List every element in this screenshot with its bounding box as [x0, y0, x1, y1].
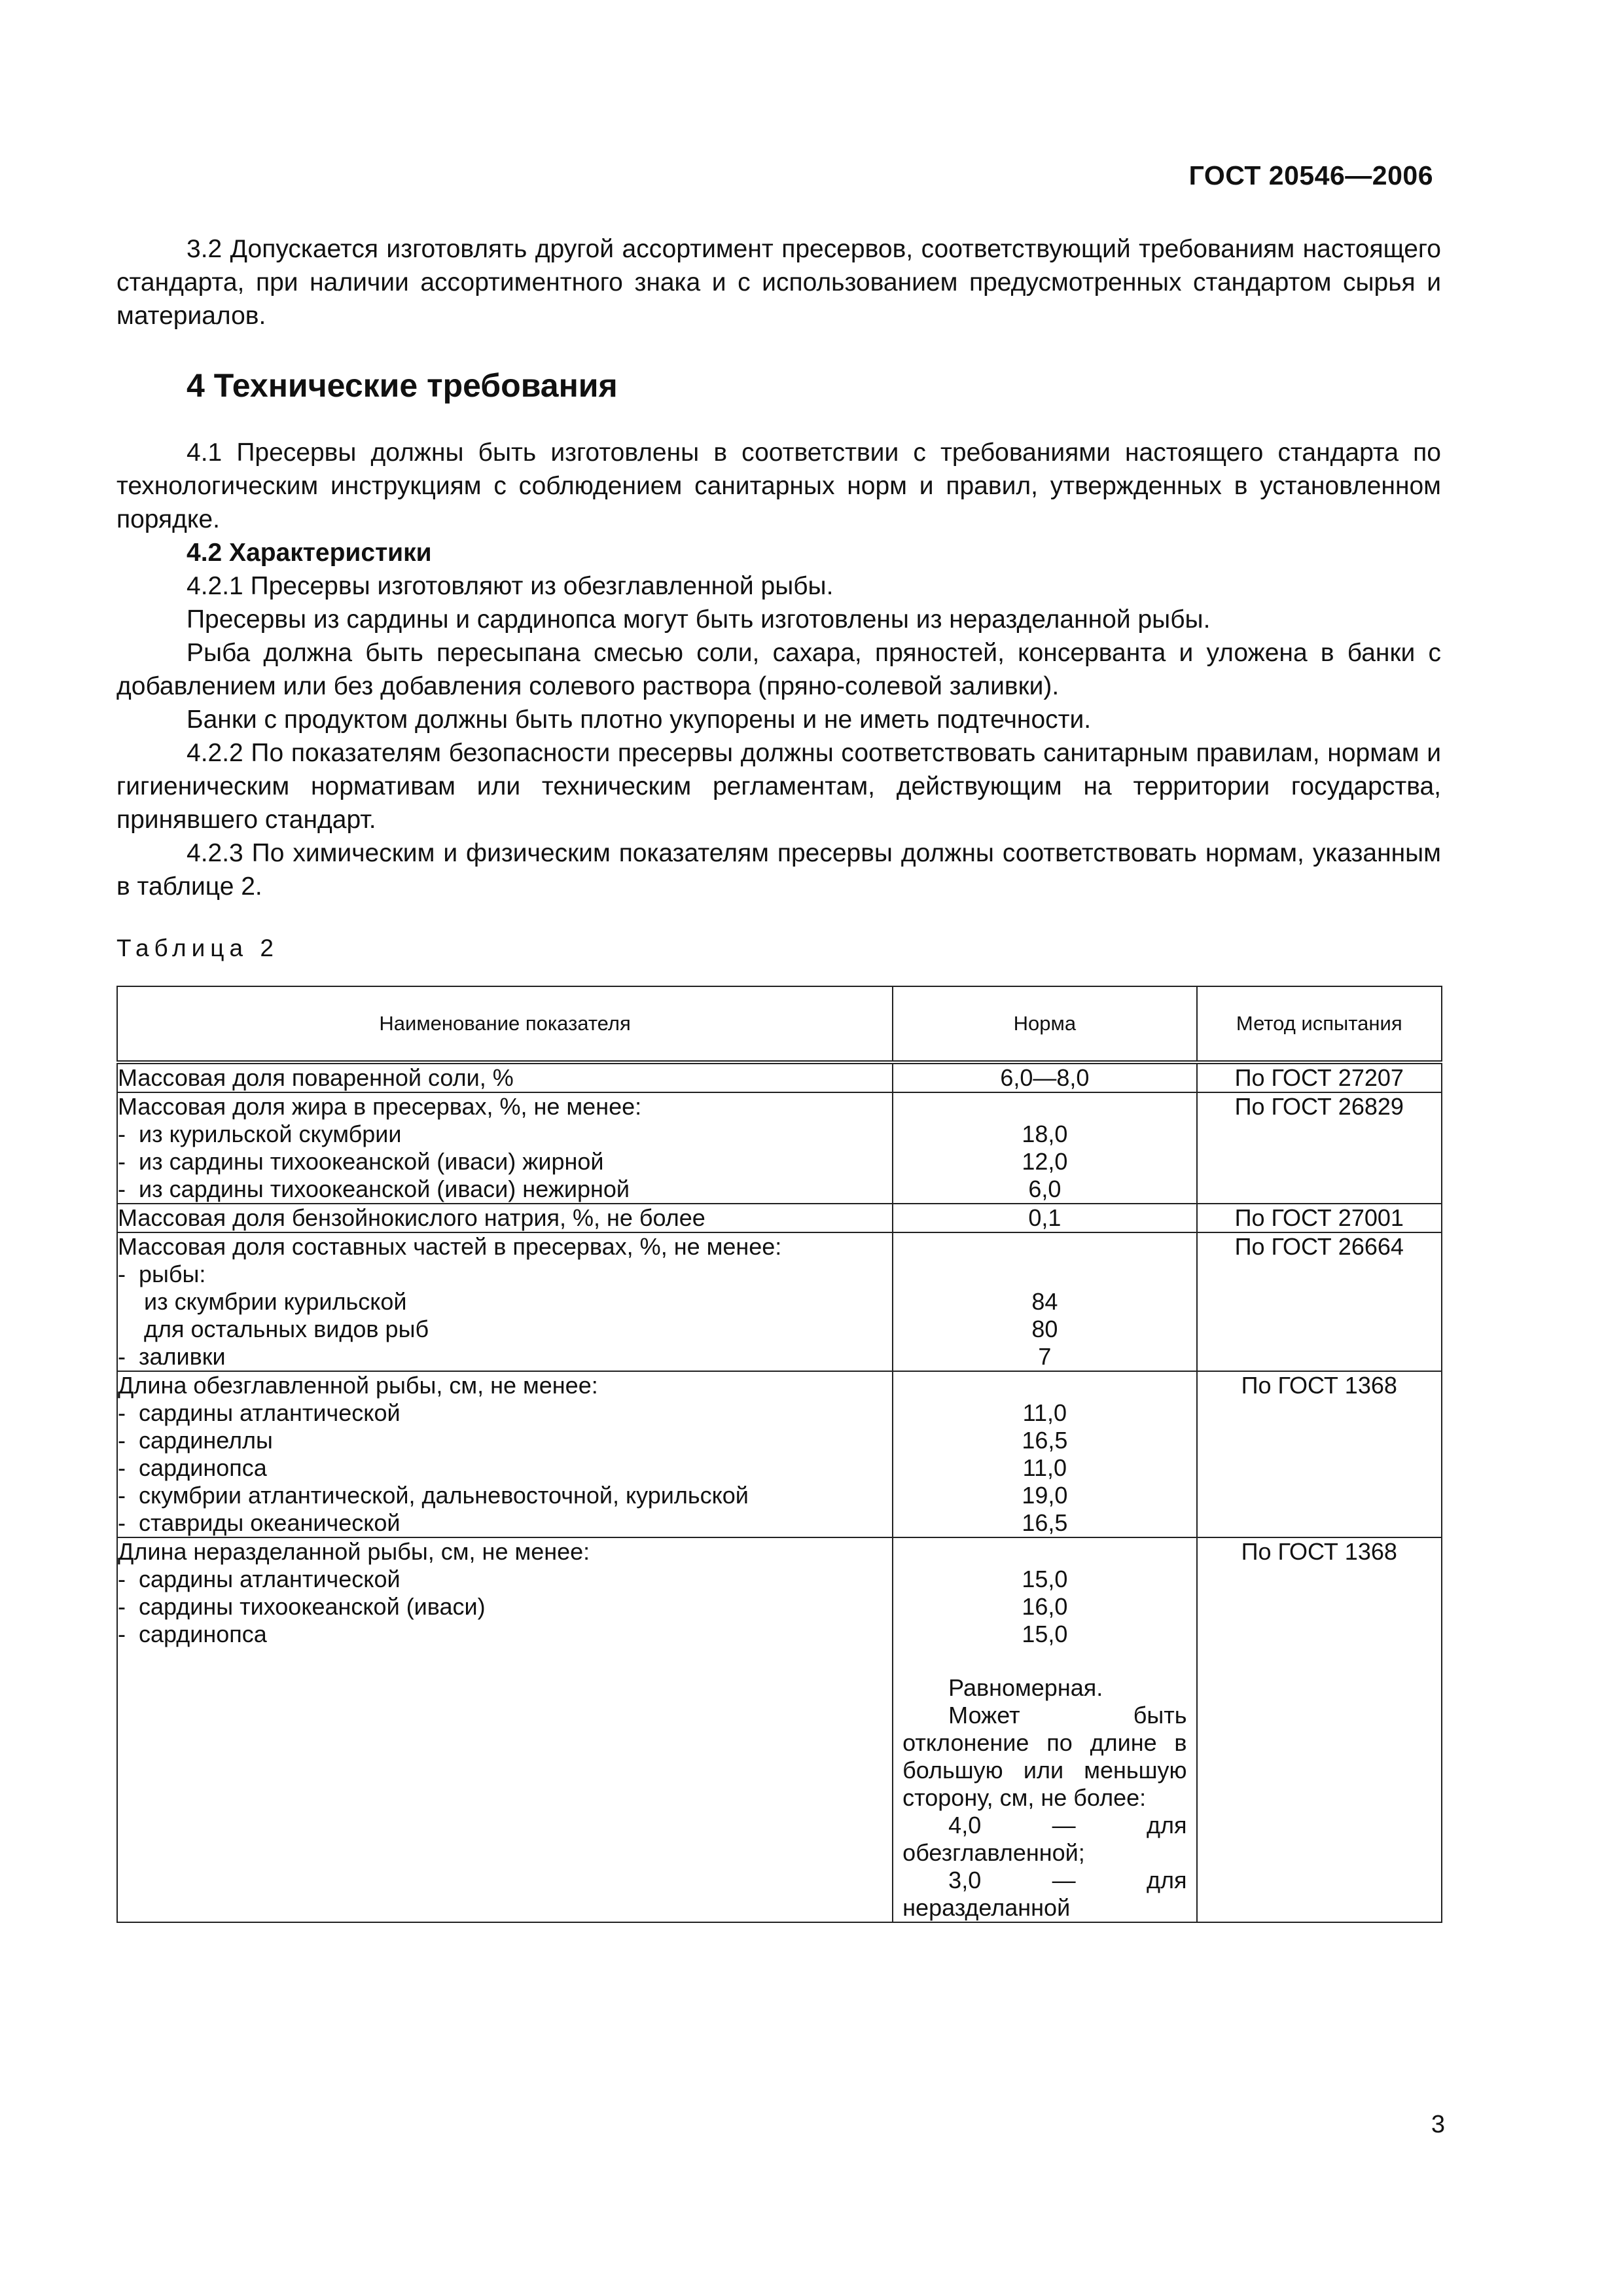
row-value: 7: [1038, 1343, 1052, 1370]
table-row: [117, 1537, 1442, 1922]
paragraph-4-2-1: 4.2.1 Пресервы изготовляют из обезглавленной рыбы.: [187, 572, 834, 600]
row-item: - сардинопса: [118, 1454, 892, 1482]
header-name: Наименование показателя: [117, 986, 893, 1062]
row-subitem: для остальных видов рыб: [144, 1316, 429, 1342]
note-line: 3,0 — для неразделанной: [902, 1867, 1187, 1921]
paragraph-block-3-2: [116, 232, 1441, 332]
row-method: По ГОСТ 27207: [1234, 1064, 1404, 1091]
row-title: Длина неразделанной рыбы, см, не менее:: [118, 1538, 590, 1565]
row-value: 84: [1031, 1288, 1058, 1315]
paragraph-4-2-1-c: Рыба должна быть пересыпана смесью соли, сахара, пряностей, консерванта и уложена в банки с добавлением или без добавления солевого раствора (пряно-солевой заливки).: [116, 639, 1441, 700]
row-method: По ГОСТ 27001: [1234, 1204, 1404, 1231]
paragraph-4-2-2: 4.2.2 По показателям безопасности пресервы должны соответствовать санитарным правилам, нормам и гигиеническим нормативам или техническим регламентам, действующим на территории государства, принявшего стандарт.: [116, 739, 1441, 834]
row-title: Длина обезглавленной рыбы, см, не менее:: [118, 1372, 598, 1399]
row-value: 12,0: [1022, 1148, 1068, 1175]
table-row: [117, 1062, 1442, 1092]
paragraph-block-4: [116, 436, 1441, 903]
note-line: 4,0 — для обезглавленной;: [902, 1812, 1187, 1866]
table-row: [117, 1232, 1442, 1371]
row-norm: 6,0—8,0: [1000, 1064, 1090, 1091]
row-norm: 0,1: [1028, 1204, 1061, 1231]
row-item: - из сардины тихоокеанской (иваси) жирной: [118, 1148, 892, 1175]
row-value: 16,5: [1022, 1509, 1068, 1536]
row-value: 15,0: [1022, 1566, 1068, 1592]
row-method: По ГОСТ 26829: [1234, 1093, 1404, 1120]
document-standard-number: ГОСТ 20546—2006: [1188, 160, 1433, 190]
row-item: - сардинопса: [118, 1621, 892, 1648]
row-item: - заливки: [118, 1343, 892, 1371]
row-group: - рыбы:: [118, 1261, 892, 1288]
row-value: 80: [1031, 1316, 1058, 1342]
length-deviation-note: [893, 1648, 1196, 1922]
table-header-row: [117, 986, 1442, 1062]
row-item: - сардинеллы: [118, 1427, 892, 1454]
row-item: - сардины атлантической: [118, 1399, 892, 1427]
row-title: Массовая доля составных частей в пресервах, %, не менее:: [118, 1233, 782, 1260]
table-row: [117, 1204, 1442, 1232]
row-subitem: из скумбрии курильской: [144, 1288, 407, 1315]
row-value: 15,0: [1022, 1621, 1068, 1647]
row-value: 11,0: [1022, 1454, 1067, 1481]
paragraph-4-2-3: 4.2.3 По химическим и физическим показателям пресервы должны соответствовать нормам, указанным в таблице 2.: [116, 839, 1441, 901]
note-line: Может быть отклонение по длине в большую или меньшую сторону, см, не более:: [902, 1702, 1187, 1811]
row-value: 16,5: [1022, 1427, 1068, 1454]
paragraph-4-2-1-b: Пресервы из сардины и сардинопса могут быть изготовлены из неразделанной рыбы.: [187, 605, 1211, 634]
row-method: По ГОСТ 1368: [1241, 1538, 1397, 1565]
header-norm: Норма: [893, 986, 1196, 1062]
row-value: 18,0: [1022, 1121, 1068, 1147]
row-item: - скумбрии атлантической, дальневосточной, курильской: [118, 1482, 892, 1509]
row-item: - ставриды океанической: [118, 1509, 892, 1537]
paragraph-3-2: 3.2 Допускается изготовлять другой ассортимент пресервов, соответствующий требованиям настоящего стандарта, при наличии ассортиментного знака и с использованием предусмотренных стандартом сырья и материалов.: [116, 235, 1441, 330]
row-title: Массовая доля жира в пресервах, %, не менее:: [118, 1093, 642, 1120]
page-number: 3: [1431, 2111, 1445, 2138]
note-line: Равномерная.: [948, 1674, 1103, 1701]
row-method: По ГОСТ 1368: [1241, 1372, 1397, 1399]
row-item: - сардины тихоокеанской (иваси): [118, 1593, 892, 1621]
row-value: 16,0: [1022, 1593, 1068, 1620]
row-item: - сардины атлантической: [118, 1566, 892, 1593]
row-value: 11,0: [1022, 1399, 1067, 1426]
paragraph-4-1: 4.1 Пресервы должны быть изготовлены в соответствии с требованиями настоящего стандарта по технологическим инструкциям с соблюдением санитарных норм и правил, утвержденных в установленном порядке.: [116, 439, 1441, 533]
row-value: 6,0: [1028, 1175, 1061, 1202]
section-heading: 4 Технические требования: [187, 367, 618, 404]
table-caption: Таблица 2: [116, 935, 279, 961]
header-method: Метод испытания: [1197, 986, 1442, 1062]
row-value: 19,0: [1022, 1482, 1068, 1509]
row-item: - из курильской скумбрии: [118, 1121, 892, 1148]
table-row: [117, 1371, 1442, 1537]
subheading-4-2: 4.2 Характеристики: [187, 539, 432, 567]
row-title: Массовая доля бензойнокислого натрия, %, не более: [118, 1204, 705, 1231]
characteristics-table: [116, 986, 1442, 1923]
row-method: По ГОСТ 26664: [1234, 1233, 1404, 1260]
row-title: Массовая доля поваренной соли, %: [118, 1064, 514, 1091]
table-row: [117, 1092, 1442, 1204]
row-item: - из сардины тихоокеанской (иваси) нежирной: [118, 1175, 892, 1203]
paragraph-4-2-1-d: Банки с продуктом должны быть плотно укупорены и не иметь подтечности.: [187, 706, 1092, 734]
